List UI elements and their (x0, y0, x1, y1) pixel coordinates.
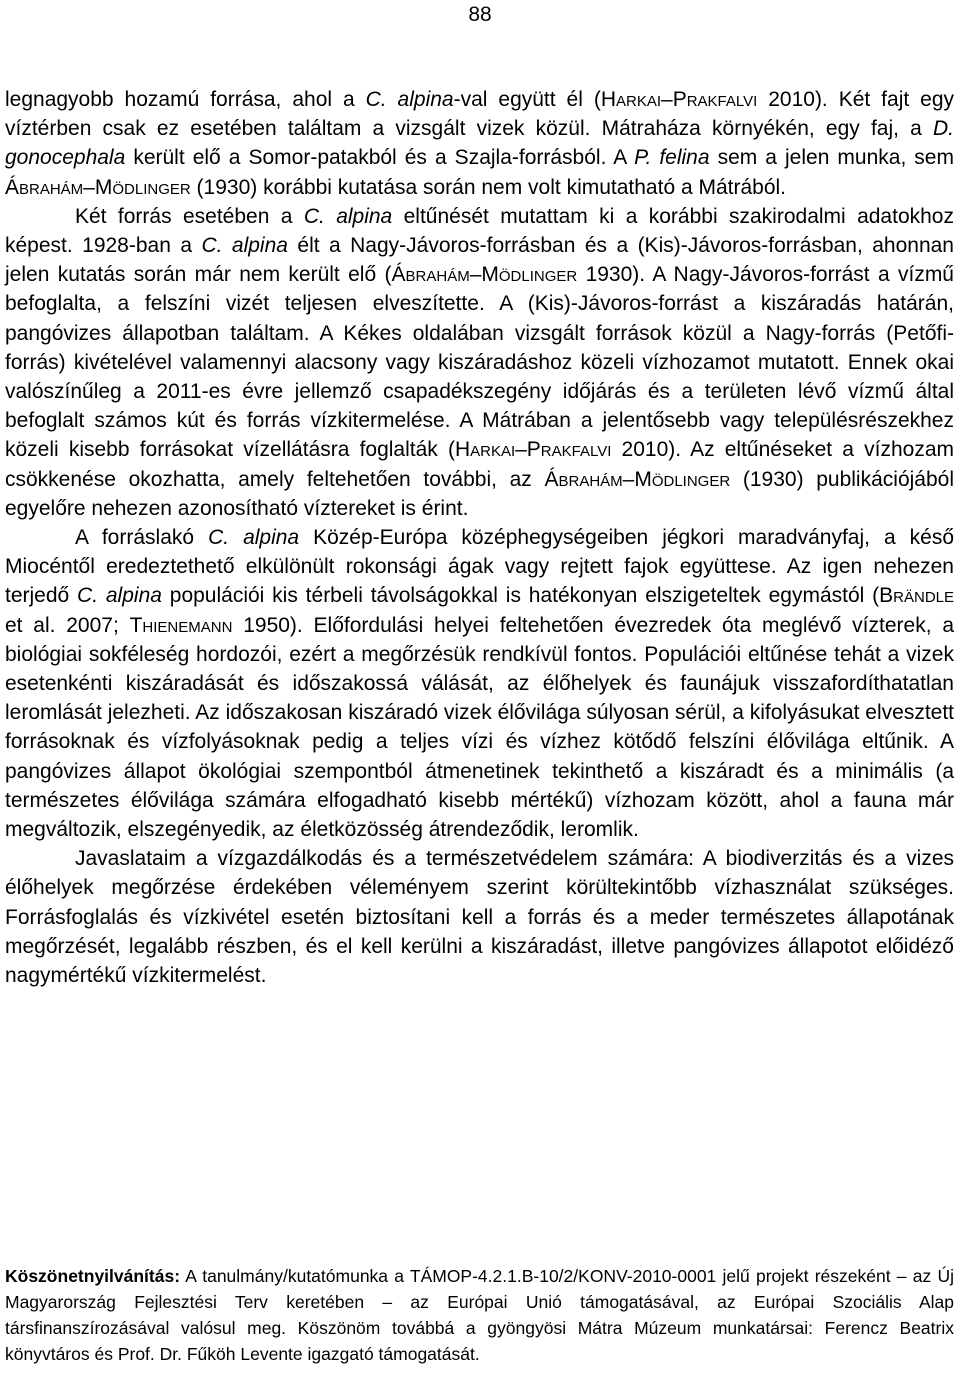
author-citation: Ábrahám–Mödlinger (5, 175, 191, 199)
species-name: P. felina (634, 146, 710, 170)
body-paragraph (5, 523, 954, 844)
body-paragraph (5, 85, 954, 202)
text-run: Két forrás esetében a (75, 204, 304, 228)
text-run: (1930) publikációjából egyelőre nehezen azonosítható víztereket is érint. (5, 467, 954, 520)
main-text (5, 85, 954, 990)
text-run: került elő a Somor-patakból és a Szajla-forrásból. A (125, 146, 635, 170)
text-run: legnagyobb hozamú forrása, ahol a (5, 88, 366, 111)
text-run: eltűnését mutattam ki a korábbi szakirodalmi adatokhoz képest. 1928-ban a (5, 204, 954, 258)
species-name: C. alpina (303, 204, 393, 228)
body-paragraph (5, 202, 954, 523)
species-name: C. alpina (77, 584, 162, 608)
species-name: C. alpina (201, 234, 288, 258)
text-run: élt a Nagy-Jávoros-forrásban és a (Kis)-Jávoros-forrásban, ahonnan jelen kutatás során már nem került elő ( (5, 234, 954, 287)
text-run: et al. 2007; (5, 613, 130, 637)
text-run: -val együtt él ( (453, 88, 601, 111)
author-citation: Harkai–Prakfalvi (454, 438, 612, 462)
author-citation: Ábrahám–Mödlinger (544, 467, 731, 491)
species-name: C. alpina (365, 88, 454, 111)
acknowledgement-paragraph (5, 1263, 954, 1367)
species-name: D. gonocephala (5, 117, 954, 170)
text-run: sem a jelen munka, sem (709, 146, 954, 170)
text-run: 1930). A Nagy-Jávoros-forrást a vízmű befoglalta, a felszíni vizét teljesen elveszítette. A (Kis)-Jávoros-forrást a kiszáradás határán, pangóvizes állapotban találtam. A Kékes oldalában vizsgált források közül a Nagy-forrás (Petőfi-forrás) kivételével valamennyi alacsony vagy kiszáradáshoz közeli vízhozamot mutatott. Ennek okai valószínűleg a 2011-es évre jellemző csapadékszegény időjárás és a területen lévő vízmű által befoglalt számos kút és forrás vízkitermelése. A Mátrában a jelentősebb vagy településrészekhez közeli kisebb forrásokat vízellátásra foglalták ( (5, 263, 954, 462)
text-run: populációi kis térbeli távolságokkal is hatékonyan elszigeteltek egymástól ( (161, 584, 880, 608)
text-run: Közép-Európa középhegységeiben jégkori maradványfaj, a késő Miocéntől eredeztethető elkülönült rokonsági ágak vagy rejtett fajok együttese. Az igen nehezen terjedő (5, 526, 954, 608)
acknowledgement-text: A tanulmány/kutatómunka a TÁMOP-4.2.1.B-10/2/KONV-2010-0001 jelű projekt részeként – az Új Magyarország Fejlesztési Terv keretében – az Európai Unió támogatásával, az Európai Szociális Alap társfinanszírozásával valósul meg. Köszönöm továbbá a gyöngyösi Mátra Múzeum munkatársai: Ferencz Beatrix könyvtáros és Prof. Dr. Fűköh Levente igazgató támogatását. (5, 1266, 954, 1364)
author-citation: Ábrahám–Mödlinger (391, 263, 578, 287)
author-citation: Brändle (879, 584, 954, 608)
acknowledgement-label: Köszönetnyilvánítás: (5, 1266, 181, 1286)
author-citation: Thienemann (129, 613, 233, 637)
text-run: 2010). Az eltűnéseket a vízhozam csökkenése okozhatta, amely feltehetően további, az (5, 438, 954, 491)
text-run: A forráslakó (75, 526, 209, 550)
text-run: Javaslataim a vízgazdálkodás és a természetvédelem számára: A biodiverzitás és a vizes élőhelyek megőrzése érdekében véleményem szerint körültekintőbb vízhasználat szükséges. Forrásfoglalás és vízkivétel esetén biztosítani kell a forrás és a meder természetes állapotának megőrzését, legalább részben, és el kell kerülni a kiszáradást, illetve pangóvizes állapotot előidéző nagymértékű vízkitermelést. (5, 847, 954, 988)
acknowledgement (5, 1263, 954, 1367)
species-name: C. alpina (208, 526, 300, 550)
page-number: 88 (468, 3, 492, 26)
text-run: 2010). Két fajt egy víztérben csak ez esetében találtam a vizsgált vizek közül. Mátraháza környékén, egy faj, a (5, 88, 954, 141)
body-paragraph (5, 844, 954, 990)
text-run: (1930) korábbi kutatása során nem volt kimutatható a Mátrából. (190, 175, 787, 199)
text-run: 1950). Előfordulási helyei feltehetően évezredek óta meglévő vízterek, a biológiai sokféleség hordozói, ezért a megőrzésük rendkívül fontos. Populációi eltűnése tehát a vizek esetenkénti kiszáradását és időszakossá válását, az élőhelyek és faunájuk visszafordíthatatlan leromlását jelezheti. Az időszakosan kiszáradó vizek élővilága súlyosan sérül, a kifolyásukat elvesztett forrásoknak és vízfolyásoknak pedig a teljes vízi és vízhez kötődő felszíni élővilága eltűnik. A pangóvizes állapot ökológiai szempontból átmenetinek tekinthető a kiszáradt és a minimális (a természetes élővilága számára elfogadható kisebb mértékű) vízhozam között, ahol a fauna már megváltozik, elszegényedik, az életközösség átrendeződik, leromlik. (5, 613, 954, 842)
author-citation: Harkai–Prakfalvi (600, 88, 758, 111)
